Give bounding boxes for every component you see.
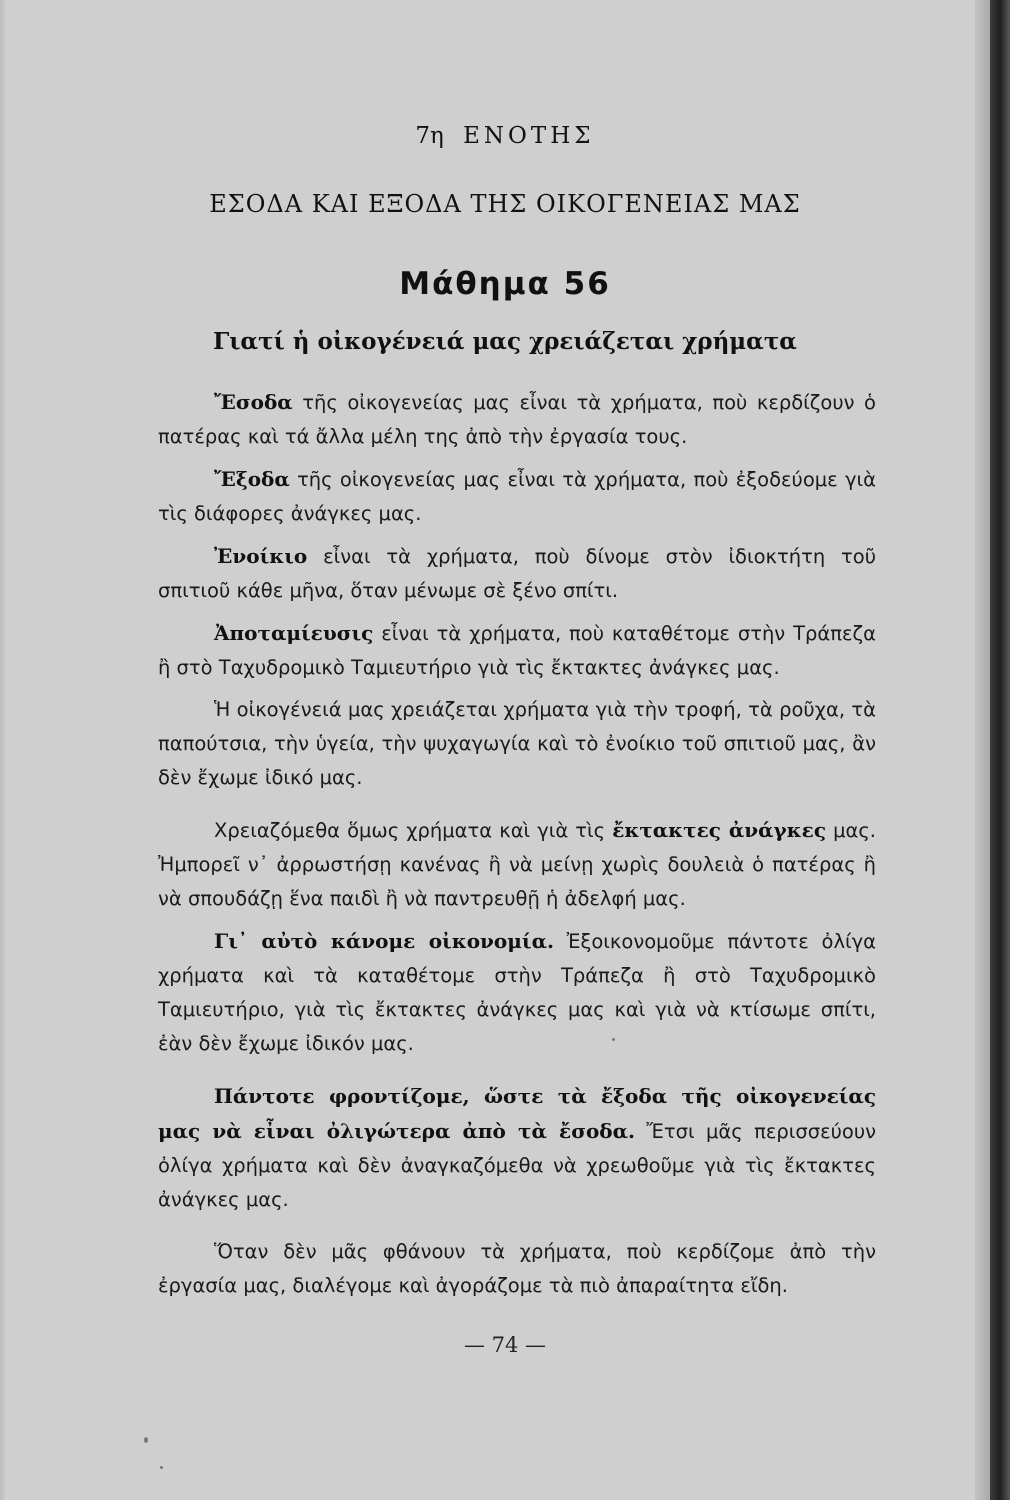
paragraph-shortfall: Ὅταν δὲν μᾶς φθάνουν τὰ χρήματα, ποὺ κερδίζομε ἀπὸ τὴν ἐργασία μας, διαλέγομε καὶ ἀγοράζομε τὰ πιὸ ἀπαραίτητα εἴδη. (158, 1240, 876, 1297)
lesson-body (158, 385, 876, 1311)
book-spine-shadow (990, 0, 1010, 1500)
paper-speck (160, 1466, 163, 1469)
paragraph-economy: Γι᾿ αὐτὸ κάνομε οἰκονομία. Ἐξοικονομοῦμε πάντοτε ὀλίγα χρήματα καὶ τὰ καταθέτομε στὴν Τράπεζα ἢ στὸ Ταχυδρομικὸ Ταμιευτήριο, γιὰ τὶς ἔκτακτες ἀνάγκες μας καὶ γιὰ νὰ κτίσωμε σπίτι, ἐὰν δὲν ἔχωμε ἰδικόν μας. (158, 929, 876, 1055)
paragraph-rent: Ἐνοίκιο εἶναι τὰ χρήματα, ποὺ δίνομε στὸν ἰδιοκτήτη τοῦ σπιτιοῦ κάθε μῆνα, ὅταν μένωμε σὲ ξένο σπίτι. (158, 544, 876, 602)
section-title: ΕΣΟΔΑ ΚΑΙ ΕΞΟΔΑ ΤΗΣ ΟΙΚΟΓΕΝΕΙΑΣ ΜΑΣ (209, 190, 801, 218)
term-rent: Ἐνοίκιο (214, 544, 308, 568)
unit-number: 7η (415, 123, 444, 149)
paragraph-savings: Ἀποταμίευσις εἶναι τὰ χρήματα, ποὺ καταθέτομε στὴν Τράπεζα ἢ στὸ Ταχυδρομικὸ Ταμιευτήριο γιὰ τὶς ἔκτακτες ἀνάγκες μας. (158, 621, 876, 679)
term-emergencies: ἔκτακτες ἀνάγκες (612, 818, 826, 842)
term-rule: Πάντοτε φροντίζομε, ὥστε τὰ ἔξοδα τῆς οἰκογενείας μας νὰ εἶναι ὀλιγώτερα ἀπὸ τὰ ἔσοδα. (158, 1084, 876, 1143)
lesson-title: Μάθημα 56 (399, 266, 611, 302)
unit-heading (0, 123, 1010, 149)
page-left-edge (0, 0, 8, 1500)
term-economy: Γι᾿ αὐτὸ κάνομε οἰκονομία. (214, 929, 554, 953)
term-expenses: Ἔξοδα (214, 467, 290, 491)
term-income: Ἔσοδα (214, 390, 293, 414)
page-right-edge (975, 0, 990, 1500)
paragraph-expenses: Ἔξοδα τῆς οἰκογενείας μας εἶναι τὰ χρήματα, ποὺ ἐξοδεύομε γιὰ τὶς διάφορες ἀνάγκες μας. (158, 467, 876, 525)
paragraph-income: Ἔσοδα τῆς οἰκογενείας μας εἶναι τὰ χρήματα, ποὺ κερδίζουν ὁ πατέρας καὶ τά ἄλλα μέλη της ἀπὸ τὴν ἐργασία τους. (158, 390, 876, 448)
paper-speck (612, 1038, 615, 1041)
paper-speck (144, 1437, 148, 1443)
page-number: — 74 — (463, 1333, 547, 1357)
unit-word: ΕΝΟΤΗΣ (463, 123, 595, 149)
paragraph-rule: Πάντοτε φροντίζομε, ὥστε τὰ ἔξοδα τῆς οἰκογενείας μας νὰ εἶναι ὀλιγώτερα ἀπὸ τὰ ἔσοδα. Ἔτσι μᾶς περισσεύουν ὀλίγα χρήματα καὶ δὲν ἀναγκαζόμεθα νὰ χρεωθοῦμε γιὰ τὶς ἔκτακτες ἀνάγκες μας. (158, 1084, 877, 1211)
term-savings: Ἀποταμίευσις (214, 621, 374, 645)
paragraph-emergencies: Χρειαζόμεθα ὅμως χρήματα καὶ γιὰ τὶς ἔκτακτες ἀνάγκες μας. Ἠμπορεῖ ν᾿ ἀρρωστήσῃ κανένας ἢ νὰ μείνῃ χωρὶς δουλειὰ ὁ πατέρας ἢ νὰ σπουδάζῃ ἕνα παιδὶ ἢ νὰ παντρευθῇ ἡ ἀδελφή μας. (158, 818, 876, 910)
lesson-subtitle: Γιατί ἡ οἰκογένειά μας χρειάζεται χρήματα (212, 328, 798, 355)
paragraph-needs: Ἡ οἰκογένειά μας χρειάζεται χρήματα γιὰ τὴν τροφή, τὰ ροῦχα, τὰ παπούτσια, τὴν ὑγεία, τὴν ψυχαγωγία καὶ τὸ ἐνοίκιο τοῦ σπιτιοῦ μας, ἂν δὲν ἔχωμε ἰδικό μας. (158, 698, 876, 789)
